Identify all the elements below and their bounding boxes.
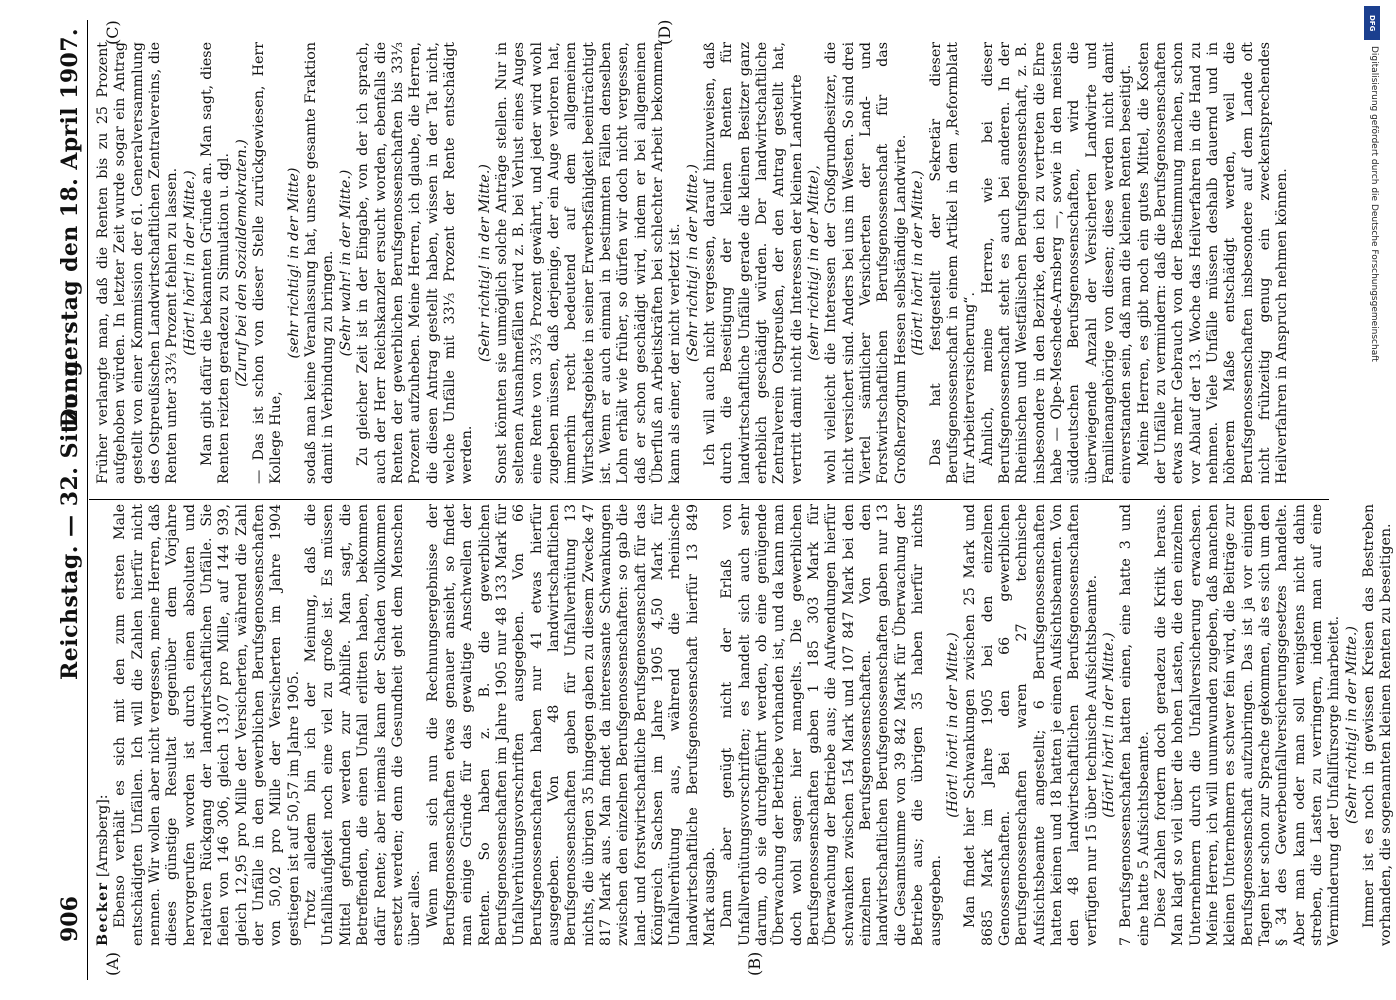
paragraph: Diese Zahlen fordern doch geradezu die Kritik heraus. Man klagt so viel über die hohen Lasten, die den einzelnen Unternehmern durch die Unfallversicherung erwachsen. Meine Herren, ich will unumwunden zugeben, daß manchen kleinen Unternehmern es schwer fein wird, die Beiträge zur Berufsgenossenschaft aufzubringen. Das ist ja vor einigen Tagen hier schon zur Sprache gekommen, als es sich um den § 34 des Gewerbeunfallversicherungsgesetzes handelte. Aber man kann oder man soll wenigstens nicht dahin streben, die Lasten zu verringern, indem man auf eine Verminderung der Unfallfürsorge hinarbeitet.	[1152, 504, 1343, 946]
interjection: (sehr richtig! in der Mitte)	[285, 167, 302, 359]
paragraph: wohl vielleicht die Interessen der Großgrundbesitzer, die nicht versichert sind. Anders bei uns im Westen. So sind drei Viertel sämtlicher Versicherten der Land- und Forstwirtschaftlichen Berufsgenossenschaft für das Großherzogtum Hessen selbständige Landwirte.	[823, 42, 909, 484]
margin-letter-c: (C)	[103, 20, 122, 45]
paragraph: Ich will auch nicht vergessen, darauf hinzuweisen, daß durch die Beseitigung der kleinen Renten für landwirtschaftliche Unfälle gerade die kleinen Besitzer ganz erheblich geschädigt würden. Der landwirtschaftliche Zentralverein Ostpreußen, der den Antrag gestellt hat, vertritt damit nicht die Interessen der kleinen Landwirte	[702, 42, 805, 484]
paragraph: — Das ist schon von dieser Stelle zurückgewiesen, Herr Kollege Hue,	[251, 42, 285, 484]
left-text-column	[95, 504, 1395, 946]
paragraph: Ebenso verhält es sich mit den zum ersten Male entschädigten Unfällen. Ich will die Zahlen hierfür nicht nennen. Wir wollen aber nicht vergessen, meine Herren, daß dieses günstige Resultat gegenüber dem Vorjahre hervorgerufen worden ist durch einen absoluten und relativen Rückgang der landwirtschaftlichen Unfälle. Sie fielen von 146 306, gleich 13,07 pro Mille, auf 144 939, gleich 12,95 pro Mille der Versicherten, während die Zahl der Unfälle in den gewerblichen Berufsgenossenschaften von 50,02 pro Mille der Versicherten im Jahre 1904 gestiegen ist auf 50,57 im Jahre 1905.	[112, 504, 302, 946]
paragraph: Trotz alledem bin ich der Meinung, daß die Unfallhäufigkeit noch eine viel zu große ist. Es müssen Mittel gefunden werden zur Abhilfe. Man sagt, die Betreffenden, die einen Unfall erlitten haben, bekommen dafür Rente; aber niemals kann der Schaden vollkommen ersetzt werden; denn die Gesundheit geht dem Menschen über alles.	[303, 504, 424, 946]
session-title: Reichstag. — 32. Sitzung.	[57, 352, 83, 680]
paragraph: Man gibt dafür die bekannten Gründe an. Man sagt, diese Renten reizten geradezu zu Simulation u. dgl.	[199, 42, 233, 484]
interjection: (Sehr wahr! in der Mitte.)	[337, 169, 354, 357]
session-date: Donnerstag den 18. April 1907.	[57, 28, 83, 428]
paragraph: 7 Berufsgenossenschaften hatten einen, eine hatte 3 und eine hatte 5 Aufsichtsbeamte.	[1118, 504, 1152, 946]
paragraph: Früher verlangte man, daß die Renten bis zu 25 Prozent aufgehoben würden. In letzter Zeit wurde sogar ein Antrag gestellt von einer Kommission der 61. Generalversammlung des Ostpreußischen Landwirtschaftlichen Zentralvereins, die Renten unter 33⅓ Prozent fehlen zu lassen.	[95, 42, 181, 484]
column-divider	[89, 499, 1329, 500]
interjection: (sehr richtig! in der Mitte),	[806, 165, 823, 361]
paragraph: Ähnlich, meine Herren, wie bei dieser Berufsgenossenschaft steht es auch bei anderen. In der Rheinischen und Westfälischen Berufsgenossenschaft, z. B. insbesondere in den Bezirke, den ich zu vertreten die Ehre habe — Olpe-Meschede-Arnsberg —, sowie in den meisten süddeutschen Berufsgenossenschaften, wird die überwiegende Anzahl der Versicherten Landwirte und Familienangehörige von diesen; diese werden nicht damit einverstanden sein, daß man die kleinen Renten beseitigt.	[979, 42, 1135, 484]
paragraph: Das hat festgestellt der Sekretär dieser Berufsgenossenschaft in einem Artikel in dem „Reformblatt für Arbeiterversicherung“.	[927, 42, 979, 484]
interjection: (Sehr richtig! in der Mitte.)	[1343, 626, 1360, 824]
paragraph: Man findet hier Schwankungen zwischen 25 Mark und 8685 Mark im Jahre 1905 bei den einzelnen Genossenschaften. Bei den 66 gewerblichen Berufsgenossenschaften waren 27 technische Aufsichtsbeamte angestellt; 6 Berufsgenossenschaften hatten keinen und 18 hatten je einen Aufsichtsbeamten. Von den 48 landwirtschaftlichen Berufsgenossenschaften verfügten nur 15 über technische Aufsichtsbeamte.	[962, 504, 1100, 946]
paragraph: sodaß man keine Veranlassung hat, unsere gesamte Fraktion damit in Verbindung zu bringen.	[303, 42, 337, 484]
interjection: (Hört! hört! in der Mitte.)	[181, 170, 198, 356]
speaker-name: Becker	[95, 881, 111, 946]
interjection: (Hört! hört! in der Mitte.)	[944, 632, 961, 818]
paragraph: Immer ist es noch in gewissen Kreisen das Bestreben vorhanden, die sogenannten kleinen Renten zu beseitigen.	[1361, 504, 1395, 946]
paragraph: Dann aber genügt nicht der Erlaß von Unfallverhütungsvorschriften; es handelt sich auch sehr darum, ob sie durchgeführt werden, ob eine genügende Überwachung der Betriebe vorhanden ist, und da kann man doch wohl sagen: hier mangelts. Die gewerblichen Berufsgenossenschaften gaben 1 185 303 Mark für Überwachung der Betriebe aus; die Aufwendungen hierfür schwanken zwischen 154 Mark und 107 847 Mark bei den einzelnen Berufsgenossenschaften. Von den landwirtschaftlichen Berufsgenossenschaften gaben nur 13 die Gesamtsumme von 39 842 Mark für Überwachung der Betriebe aus; die übrigen 35 haben hierfür nichts ausgegeben.	[719, 504, 944, 946]
digitization-credit: Digitalisierung gefördert durch die Deutsche Forschungsgemeinschaft	[1369, 46, 1379, 362]
margin-letter-a: (A)	[103, 951, 122, 976]
paragraph: Wenn man sich nun die Rechnungsergebnisse der Berufsgenossenschaften etwas genauer ansieht, so findet man einige Gründe für das gewaltige Anschwellen der Renten. So haben z. B. die gewerblichen Berufsgenossenschaften im Jahre 1905 nur 48 133 Mark für Unfallverhütungsvorschriften ausgegeben. Von 66 Berufsgenossenschaften haben nur 41 etwas hierfür ausgegeben. Von 48 landwirtschaftlichen Berufsgenossenschaften gaben für Unfallverhütung 13 nichts, die übrigen 35 hingegen gaben zu diesem Zwecke 47 817 Mark aus. Man findet da interessante Schwankungen zwischen den einzelnen Berufsgenossenschaften: so gab die land- und forstwirtschaftliche Berufsgenossenschaft für das Königreich Sachsen im Jahre 1905 4,50 Mark für Unfallverhütung aus, während die rheinische landwirtschaftliche Berufsgenossenschaft hierfür 13 849 Mark ausgab.	[424, 504, 719, 946]
paragraph: Meine Herren, es gibt noch ein gutes Mittel, die Kosten der Unfälle zu vermindern: daß die Berufsgenossenschaften etwas mehr Gebrauch von der Bestimmung machen, schon vor Ablauf der 13. Woche das Heilverfahren in die Hand zu nehmen. Viele Unfälle müssen deshalb dauernd und in höherem Maße entschädigt werden, weil die Berufsgenossenschaften insbesondere auf dem Lande oft nicht frühzeitig genug ein zweckentsprechendes Heilverfahren in Anspruch nehmen können.	[1135, 42, 1291, 484]
page-header	[53, 20, 88, 980]
paragraph: Zu gleicher Zeit ist in der Eingabe, von der ich sprach, auch der Herr Reichskanzler ersucht worden, ebenfalls die Renten der gewerblichen Berufsgenossenschaften bis 33⅓ Prozent aufzuheben. Meine Herren, ich glaube, die Herren, die diesen Antrag gestellt haben, wissen in der Tat nicht, welche Unfälle mit 33⅓ Prozent der Rente entschädigt werden.	[355, 42, 476, 484]
dfg-logo: DFG	[1364, 6, 1380, 40]
margin-letter-d: (D)	[655, 19, 674, 45]
page-number: 906	[57, 896, 83, 942]
interjection: (Sehr richtig! in der Mitte.)	[684, 164, 701, 362]
right-text-column	[95, 42, 1327, 484]
interjection: (Hört! hört! in der Mitte.)	[910, 170, 927, 356]
paragraph: Sonst könnten sie unmöglich solche Anträge stellen. Nur in seltenen Ausnahmefällen wird z. B. bei Verlust eines Auges eine Rente von 33⅓ Prozent gewährt, und jeder wird wohl zugeben müssen, daß derjenige, der ein Auge verloren hat, immerhin recht bedeutend auf dem allgemeinen Wirtschaftsgebiete in seiner Erwerbsfähigkeit beeinträchtigt ist. Wenn er auch einmal in bestimmten Fällen denselben Lohn erhält wie früher, so dürfen wir doch nicht vergessen, daß er schon geschädigt wird, indem er bei allgemeinen Überfluß an Arbeitskräften bei schlechter Arbeit bekommen kann als einer, der nicht verletzt ist.	[493, 42, 684, 484]
interjection: (Sehr richtig! in der Mitte.)	[476, 164, 493, 362]
interjection: (Hört! hört! in der Mitte.)	[1100, 632, 1117, 818]
interjection: (Zuruf bei den Sozialdemokraten.)	[233, 139, 250, 387]
speaker-line	[95, 504, 112, 946]
speaker-place: [Arnsberg]:	[95, 794, 111, 878]
margin-letter-b: (B)	[745, 951, 764, 976]
